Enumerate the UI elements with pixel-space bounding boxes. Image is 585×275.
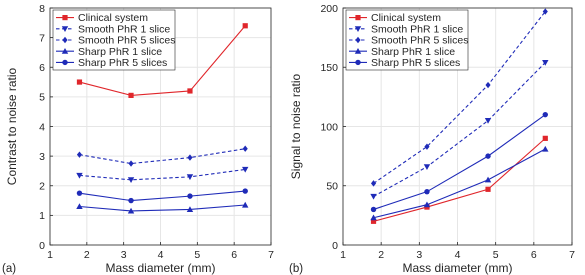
y-tick-label: 0 [332,239,338,252]
x-tick-label: 2 [378,249,385,261]
data-point-clinical-system [187,88,192,93]
x-tick-label: 6 [231,249,238,261]
y-tick-label: 7 [39,32,45,45]
panel-b-chart [289,3,575,275]
legend-label-smooth-phr-1-slice: Smooth PhR 1 slice [371,23,464,36]
panel-label: (b) [289,263,304,275]
y-tick-label: 0 [39,239,45,252]
y-tick-label: 4 [39,121,45,134]
legend-label-smooth-phr-5-slices: Smooth PhR 5 slices [78,34,176,47]
data-point-smooth-phr-5-slices [128,160,133,166]
data-point-smooth-phr-1-slice [370,194,376,200]
data-point-clinical-system [485,187,490,192]
legend-label-sharp-phr-1-slice: Sharp PhR 1 slice [78,45,163,58]
legend-label-clinical-system: Clinical system [371,12,442,25]
legend-label-smooth-phr-1-slice: Smooth PhR 1 slice [78,23,171,36]
x-axis-label: Mass diameter (mm) [402,261,513,275]
data-point-sharp-phr-5-slices [424,189,429,194]
x-tick-label: 4 [454,249,461,261]
legend-marker-sharp-phr-5-slices [355,60,360,65]
data-point-sharp-phr-5-slices [77,190,82,195]
data-point-smooth-phr-1-slice [424,164,430,170]
legend-marker-sharp-phr-5-slices [62,60,67,65]
data-point-smooth-phr-1-slice [542,60,548,66]
x-tick-label: 3 [120,249,127,261]
y-tick-label: 2 [39,180,45,193]
y-tick-label: 5 [39,91,45,104]
data-point-clinical-system [77,79,82,84]
x-axis-label: Mass diameter (mm) [105,261,216,275]
data-point-sharp-phr-5-slices [485,153,490,158]
data-point-sharp-phr-1-slice [542,146,548,152]
legend-label-sharp-phr-5-slices: Sharp PhR 5 slices [371,57,461,69]
data-point-sharp-phr-5-slices [371,207,376,212]
data-point-sharp-phr-1-slice [485,177,491,183]
y-tick-label: 200 [320,2,338,15]
x-tick-label: 6 [530,249,537,261]
x-tick-label: 5 [194,249,201,261]
data-point-smooth-phr-5-slices [187,154,192,160]
data-point-sharp-phr-5-slices [128,198,133,203]
panel-a-chart [2,3,274,275]
legend-label-sharp-phr-5-slices: Sharp PhR 5 slices [78,57,168,69]
series-line-sharp-phr-1-slice [79,205,245,211]
x-tick-label: 7 [569,249,575,261]
data-point-clinical-system [243,23,248,28]
panel-label: (a) [2,263,17,275]
y-tick-label: 150 [320,62,338,75]
x-tick-label: 2 [83,249,90,261]
data-point-smooth-phr-5-slices [243,146,248,152]
legend-marker-clinical-system [355,15,360,20]
data-point-smooth-phr-5-slices [77,151,82,157]
x-tick-label: 7 [268,249,274,261]
data-point-sharp-phr-5-slices [543,112,548,117]
series-line-sharp-phr-5-slices [374,115,546,210]
x-tick-label: 3 [416,249,423,261]
x-tick-label: 5 [492,249,499,261]
data-point-clinical-system [128,93,133,98]
series-line-sharp-phr-1-slice [374,149,546,218]
y-tick-label: 6 [39,62,45,75]
y-tick-label: 8 [39,2,45,15]
data-point-sharp-phr-5-slices [187,193,192,198]
y-tick-label: 50 [326,180,338,193]
x-tick-label: 1 [47,249,53,261]
y-tick-label: 3 [39,150,45,163]
data-point-sharp-phr-5-slices [243,188,248,193]
data-point-clinical-system [543,136,548,141]
x-tick-label: 4 [157,249,164,261]
x-tick-label: 1 [340,249,346,261]
series-line-smooth-phr-1-slice [374,63,546,197]
y-axis-label: Contrast to noise ratio [5,67,19,186]
legend-label-clinical-system: Clinical system [78,12,149,25]
y-axis-label: Signal to noise ratio [289,73,303,180]
series-line-sharp-phr-5-slices [79,191,245,200]
data-point-smooth-phr-5-slices [485,82,490,88]
y-tick-label: 100 [320,121,338,134]
series-line-smooth-phr-1-slice [79,169,245,179]
y-tick-label: 1 [39,210,45,223]
legend-marker-clinical-system [62,15,67,20]
legend-label-sharp-phr-1-slice: Sharp PhR 1 slice [371,45,456,58]
legend-label-smooth-phr-5-slices: Smooth PhR 5 slices [371,34,469,47]
series-line-clinical-system [374,138,546,221]
